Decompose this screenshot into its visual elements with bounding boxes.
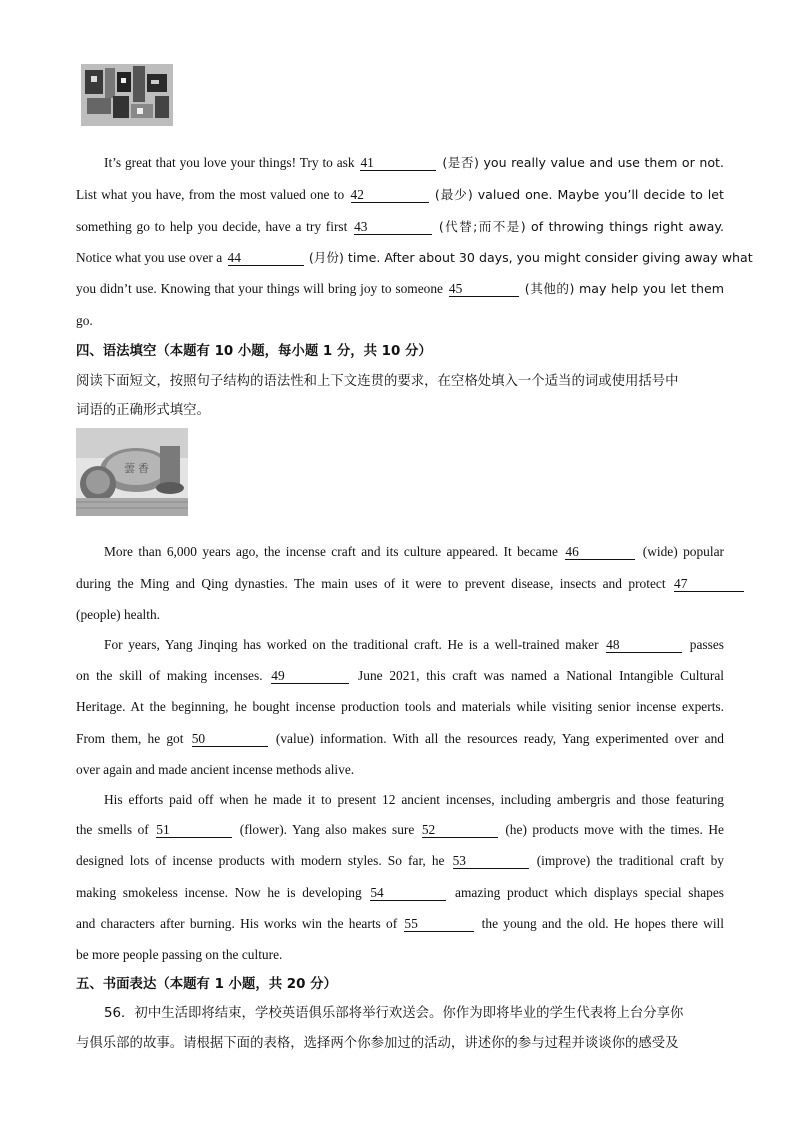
answer-blank-44[interactable]: 44 xyxy=(228,250,304,266)
passage-line: something go to help you decide, have a try first 43 (代替;而不是) of throwing things right away. xyxy=(76,219,724,234)
passage-line: More than 6,000 years ago, the incense craft and its culture appeared. It became 46 (wide) popular xyxy=(104,544,724,559)
answer-blank-51[interactable]: 51 xyxy=(156,822,232,838)
answer-blank-50[interactable]: 50 xyxy=(192,731,268,747)
passage-line: Notice what you use over a 44 (月份) time. After about 30 days, you might consider giving away what xyxy=(76,250,753,265)
instruction-line: 阅读下面短文，按照句子结构的语法性和上下文连贯的要求，在空格处填入一个适当的词或使用括号中 xyxy=(76,374,679,389)
answer-blank-45[interactable]: 45 xyxy=(449,281,519,297)
answer-blank-49[interactable]: 49 xyxy=(271,668,349,684)
section-heading: 五、书面表达（本题有 1 小题，共 20 分） xyxy=(76,977,337,992)
passage-line: and characters after burning. His works win the hearts of 55 the young and the old. He hopes there will xyxy=(76,916,724,931)
answer-blank-43[interactable]: 43 xyxy=(354,219,432,235)
passage-line: go. xyxy=(76,313,93,328)
section-heading: 四、语法填空（本题有 10 小题，每小题 1 分，共 10 分） xyxy=(76,344,432,359)
passage-line: From them, he got 50 (value) information. With all the resources ready, Yang experimented over and xyxy=(76,731,724,746)
svg-text:蕓: 蕓 xyxy=(124,462,135,475)
passage-line: over again and made ancient incense methods alive. xyxy=(76,762,355,777)
passage-illustration-clutter xyxy=(81,64,173,126)
answer-blank-54[interactable]: 54 xyxy=(370,885,446,901)
passage-line: making smokeless incense. Now he is developing 54 amazing product which displays special shapes xyxy=(76,885,724,900)
passage-line: designed lots of incense products with modern styles. So far, he 53 (improve) the traditional craft by xyxy=(76,853,724,868)
question-56-line: 与俱乐部的故事。请根据下面的表格，选择两个你参加过的活动，讲述你的参与过程并谈谈你的感受及 xyxy=(76,1036,679,1051)
answer-blank-53[interactable]: 53 xyxy=(453,853,529,869)
passage-line: His efforts paid off when he made it to present 12 ancient incenses, including ambergris and those featuring xyxy=(104,792,724,807)
passage-line: during the Ming and Qing dynasties. The main uses of it were to prevent disease, insects and protect 47 xyxy=(76,574,746,594)
answer-blank-55[interactable]: 55 xyxy=(404,916,474,932)
answer-blank-46[interactable]: 46 xyxy=(565,544,635,560)
answer-blank-48[interactable]: 48 xyxy=(606,637,682,653)
passage-illustration-incense xyxy=(76,428,188,516)
passage-line: you didn’t use. Knowing that your things will bring joy to someone 45 (其他的) may help you let them xyxy=(76,281,724,296)
passage-line: For years, Yang Jinqing has worked on the traditional craft. He is a well-trained maker 48 passes xyxy=(104,637,724,652)
passage-line: on the skill of making incenses. 49 June 2021, this craft was named a National Intangible Cultural xyxy=(76,668,724,683)
passage-line: Heritage. At the beginning, he bought incense production tools and materials while visiting senior incense experts. xyxy=(76,699,724,714)
answer-blank-41[interactable]: 41 xyxy=(360,155,436,171)
passage-line: be more people passing on the culture. xyxy=(76,947,283,962)
passage-line: List what you have, from the most valued one to 42 (最少) valued one. Maybe you’ll decide to let xyxy=(76,187,724,202)
passage-line: It’s great that you love your things! Try to ask 41 (是否) you really value and use them or not. xyxy=(104,155,724,170)
passage-line: the smells of 51 (flower). Yang also makes sure 52 (he) products move with the times. He xyxy=(76,822,724,837)
answer-blank-47[interactable]: 47 xyxy=(674,576,744,592)
answer-blank-52[interactable]: 52 xyxy=(422,822,498,838)
instruction-line: 词语的正确形式填空。 xyxy=(76,403,210,418)
passage-line: (people) health. xyxy=(76,607,161,622)
svg-text:香: 香 xyxy=(138,462,149,475)
question-56-line: 56．初中生活即将结束，学校英语俱乐部将举行欢送会。你作为即将毕业的学生代表将上台分享你 xyxy=(104,1006,684,1021)
answer-blank-42[interactable]: 42 xyxy=(351,187,429,203)
